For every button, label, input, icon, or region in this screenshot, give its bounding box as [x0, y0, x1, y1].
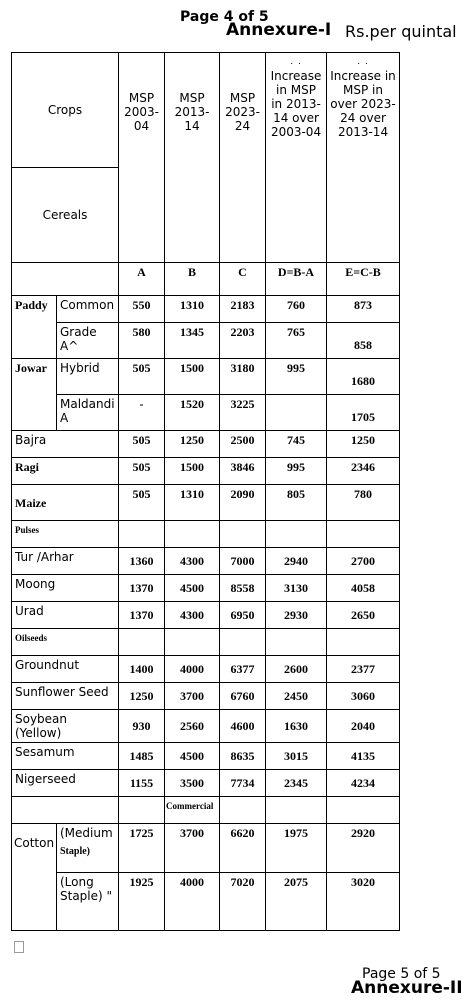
letter-d: D=B-A	[266, 263, 327, 296]
row-label: Moong	[12, 575, 119, 602]
value-cell: 2650	[327, 602, 400, 629]
empty-cell	[119, 797, 165, 824]
value-cell: 550	[119, 296, 165, 323]
value-cell: 3700	[165, 683, 220, 710]
value-cell: 8635	[220, 743, 266, 770]
value-cell: 760	[266, 296, 327, 323]
value-cell: 4000	[165, 656, 220, 683]
row-label: Soybean (Yellow)	[12, 710, 119, 743]
table-row	[12, 296, 400, 323]
letters-row	[12, 263, 400, 296]
increase-2013-text: Increase in MSP in 2013-14 over 2003-04	[270, 69, 322, 139]
value-cell: 1630	[266, 710, 327, 743]
value-cell: 505	[119, 431, 165, 458]
table-row	[12, 710, 400, 743]
value-cell: 1485	[119, 743, 165, 770]
section-label-oilseeds: Oilseeds	[12, 629, 119, 656]
value-cell: 780	[327, 485, 400, 521]
table-row	[12, 770, 400, 797]
placeholder-box-icon	[14, 941, 24, 953]
unit-label: Rs.per quintal	[345, 22, 457, 41]
header-dots: . .	[357, 57, 369, 67]
value-cell: 1370	[119, 575, 165, 602]
value-cell: 1975	[266, 824, 327, 873]
table-row	[12, 656, 400, 683]
table-row	[12, 548, 400, 575]
value-cell: 4300	[165, 548, 220, 575]
value-cell: 2183	[220, 296, 266, 323]
value-cell	[266, 395, 327, 431]
row-label: Tur /Arhar	[12, 548, 119, 575]
empty-cell	[165, 521, 220, 548]
table-row	[12, 873, 400, 931]
empty-cell	[266, 629, 327, 656]
value-cell: 6620	[220, 824, 266, 873]
table-row	[12, 431, 400, 458]
value-cell: 765	[266, 323, 327, 359]
value-cell: 6950	[220, 602, 266, 629]
row-group-label: Paddy	[12, 296, 57, 359]
msp-2003-header: MSP 2003-04	[119, 53, 165, 263]
table-row	[12, 458, 400, 485]
value-cell: 995	[266, 458, 327, 485]
table-row	[12, 395, 400, 431]
table-row	[12, 824, 400, 873]
value-cell: 2940	[266, 548, 327, 575]
row-group-label: Cotton	[12, 824, 57, 931]
empty-cell	[327, 629, 400, 656]
row-group-label: Jowar	[12, 359, 57, 431]
row-label: Bajra	[12, 431, 119, 458]
row-label: Urad	[12, 602, 119, 629]
letter-e: E=C-B	[327, 263, 400, 296]
value-cell: 2930	[266, 602, 327, 629]
letters-blank	[12, 263, 119, 296]
value-cell: 3700	[165, 824, 220, 873]
value-cell: 1705	[327, 395, 400, 431]
value-cell: 3500	[165, 770, 220, 797]
value-cell: 7020	[220, 873, 266, 931]
value-cell: 858	[327, 323, 400, 359]
empty-cell	[266, 797, 327, 824]
value-cell: 930	[119, 710, 165, 743]
table-row	[12, 602, 400, 629]
value-cell: 2203	[220, 323, 266, 359]
table-row	[12, 323, 400, 359]
value-cell: 3130	[266, 575, 327, 602]
value-cell: 7000	[220, 548, 266, 575]
value-cell: 2700	[327, 548, 400, 575]
value-cell: 505	[119, 359, 165, 395]
value-cell: 1250	[119, 683, 165, 710]
letter-b: B	[165, 263, 220, 296]
section-row	[12, 521, 400, 548]
section-label-pulses: Pulses	[12, 521, 119, 548]
page-number: Page 4 of 5	[180, 9, 269, 25]
value-cell: 1400	[119, 656, 165, 683]
table-row	[12, 359, 400, 395]
cereals-header: Cereals	[12, 168, 119, 263]
increase-2013-header	[266, 53, 327, 263]
value-cell: 4058	[327, 575, 400, 602]
value-cell: 6760	[220, 683, 266, 710]
value-cell: 1310	[165, 485, 220, 521]
value-cell: 2600	[266, 656, 327, 683]
value-cell: 873	[327, 296, 400, 323]
value-cell: 6377	[220, 656, 266, 683]
value-cell: -	[119, 395, 165, 431]
value-cell: 2075	[266, 873, 327, 931]
value-cell: 8558	[220, 575, 266, 602]
value-cell: 580	[119, 323, 165, 359]
row-label	[57, 824, 119, 873]
value-cell: 4135	[327, 743, 400, 770]
msp-2013-header: MSP 2013-14	[165, 53, 220, 263]
value-cell: 1500	[165, 458, 220, 485]
header-dots: . .	[290, 57, 302, 67]
row-label: Nigerseed	[12, 770, 119, 797]
value-cell: 4000	[165, 873, 220, 931]
value-cell: 1725	[119, 824, 165, 873]
increase-2023-header	[327, 53, 400, 263]
row-label: Maize	[12, 485, 119, 521]
next-annexure-title: Annexure-II	[351, 978, 463, 998]
value-cell: 505	[119, 458, 165, 485]
row-label: Common	[57, 296, 119, 323]
value-cell: 995	[266, 359, 327, 395]
table-row	[12, 575, 400, 602]
msp-2023-header: MSP 2023-24	[220, 53, 266, 263]
value-cell: 4234	[327, 770, 400, 797]
value-cell: 1370	[119, 602, 165, 629]
value-cell: 1345	[165, 323, 220, 359]
empty-cell	[327, 797, 400, 824]
value-cell: 3020	[327, 873, 400, 931]
row-label: (Long Staple) "	[57, 873, 119, 931]
value-cell: 2450	[266, 683, 327, 710]
value-cell: 1500	[165, 359, 220, 395]
value-cell: 3180	[220, 359, 266, 395]
value-cell: 4300	[165, 602, 220, 629]
next-page-number: Page 5 of 5	[362, 966, 441, 982]
value-cell: 3060	[327, 683, 400, 710]
value-cell: 4500	[165, 575, 220, 602]
empty-cell	[12, 797, 119, 824]
letter-c: C	[220, 263, 266, 296]
empty-cell	[266, 521, 327, 548]
value-cell: 3846	[220, 458, 266, 485]
value-cell: 1925	[119, 873, 165, 931]
header-row	[12, 53, 400, 168]
row-label: Sunflower Seed	[12, 683, 119, 710]
row-label: Maldandi A	[57, 395, 119, 431]
empty-cell	[220, 797, 266, 824]
row-label: Sesamum	[12, 743, 119, 770]
value-cell: 7734	[220, 770, 266, 797]
value-cell: 4600	[220, 710, 266, 743]
table-row	[12, 683, 400, 710]
value-cell: 505	[119, 485, 165, 521]
row-label: Ragi	[12, 458, 119, 485]
table-row	[12, 485, 400, 521]
value-cell: 4500	[165, 743, 220, 770]
value-cell: 2500	[220, 431, 266, 458]
row-label-sub: Staple)	[60, 846, 90, 857]
value-cell: 1360	[119, 548, 165, 575]
row-label: Hybrid	[57, 359, 119, 395]
value-cell: 3225	[220, 395, 266, 431]
section-label-commercial: Commercial	[165, 797, 220, 824]
empty-cell	[327, 521, 400, 548]
value-cell: 2346	[327, 458, 400, 485]
section-row	[12, 629, 400, 656]
table-row	[12, 743, 400, 770]
empty-cell	[119, 521, 165, 548]
empty-cell	[220, 629, 266, 656]
value-cell: 1520	[165, 395, 220, 431]
section-row	[12, 797, 400, 824]
value-cell: 1310	[165, 296, 220, 323]
row-label-main: (Medium	[60, 826, 113, 840]
value-cell: 3015	[266, 743, 327, 770]
value-cell: 1155	[119, 770, 165, 797]
value-cell: 745	[266, 431, 327, 458]
empty-cell	[220, 521, 266, 548]
value-cell: 2560	[165, 710, 220, 743]
value-cell: 1250	[327, 431, 400, 458]
row-label: Groundnut	[12, 656, 119, 683]
annexure-title: Annexure-I	[226, 20, 332, 40]
row-label: Grade A^	[57, 323, 119, 359]
value-cell: 2040	[327, 710, 400, 743]
value-cell: 1680	[327, 359, 400, 395]
empty-cell	[165, 629, 220, 656]
value-cell: 2090	[220, 485, 266, 521]
value-cell: 2345	[266, 770, 327, 797]
increase-2023-text: Increase in MSP in over 2023-24 over 2013-14	[330, 69, 396, 139]
msp-table	[11, 52, 400, 931]
value-cell: 1250	[165, 431, 220, 458]
value-cell: 805	[266, 485, 327, 521]
crops-header: Crops	[12, 53, 119, 168]
empty-cell	[119, 629, 165, 656]
letter-a: A	[119, 263, 165, 296]
value-cell: 2377	[327, 656, 400, 683]
value-cell: 2920	[327, 824, 400, 873]
